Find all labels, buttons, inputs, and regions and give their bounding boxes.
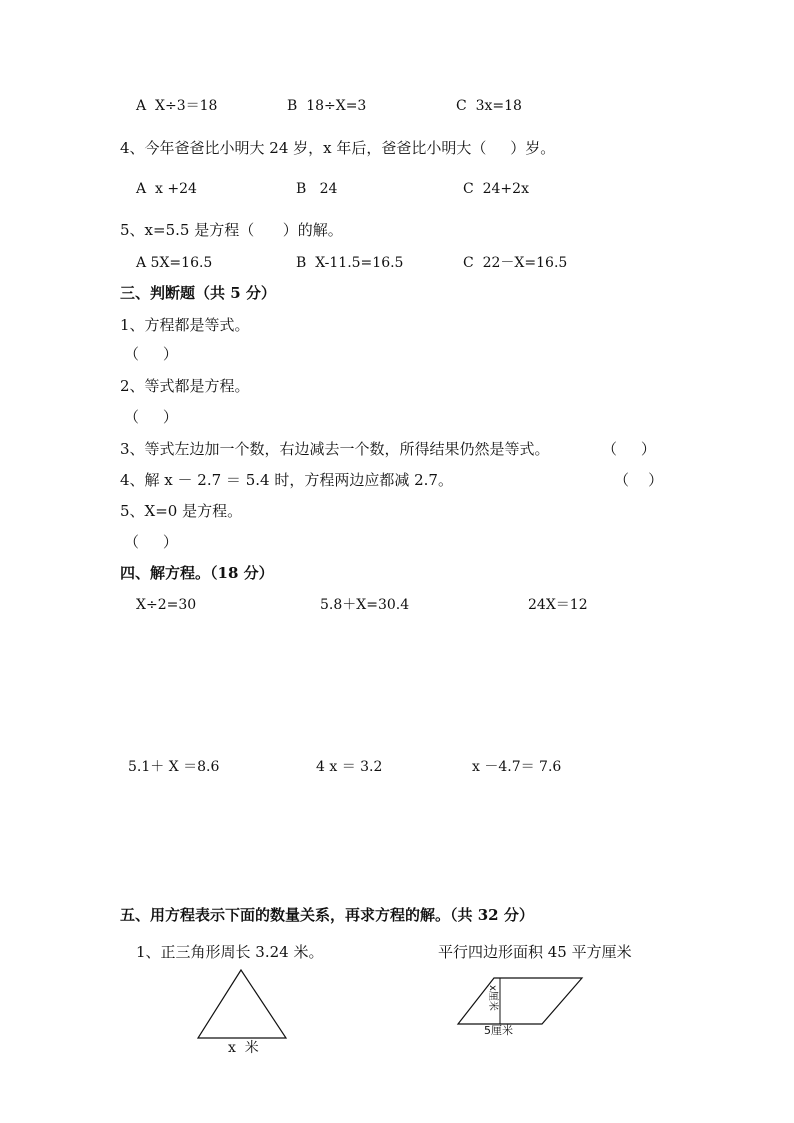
equation-4: 5.1＋ X ＝8.6 (128, 759, 220, 775)
section3-title: 三、判断题（共 5 分） (120, 284, 276, 302)
q4-option-a: A x +24 (136, 181, 197, 197)
q5-option-a: A 5X=16.5 (136, 255, 213, 271)
equation-1: X÷2=30 (136, 597, 197, 613)
q3-option-b: B 18÷X=3 (287, 98, 367, 114)
parallelogram-height-label: x厘米 (487, 985, 498, 1011)
section3-item-4-paren: （ ） (614, 471, 664, 489)
q4-option-b: B 24 (296, 181, 338, 197)
equation-3: 24X＝12 (528, 597, 588, 613)
section3-item-1: 1、方程都是等式。 (120, 316, 250, 334)
q5-stem: 5、x=5.5 是方程（ ）的解。 (120, 221, 343, 239)
section3-item-2-paren: （ ） (124, 408, 178, 426)
section5-title: 五、用方程表示下面的数量关系，再求方程的解。（共 32 分） (120, 906, 534, 924)
section3-item-3-paren: （ ） (602, 440, 656, 458)
section5-q1-text: 1、正三角形周长 3.24 米。 (136, 943, 324, 961)
q3-option-c: C 3x=18 (456, 98, 522, 114)
section5-q2-text: 平行四边形面积 45 平方厘米 (438, 943, 632, 961)
equation-6: x －4.7＝ 7.6 (472, 759, 562, 775)
section4-title: 四、解方程。（18 分） (120, 564, 274, 582)
section3-item-3: 3、等式左边加一个数，右边减去一个数，所得结果仍然是等式。 (120, 440, 550, 458)
section3-item-5-paren: （ ） (124, 533, 178, 551)
q3-option-a: A X÷3＝18 (136, 98, 218, 114)
q5-option-c: C 22－X=16.5 (463, 255, 568, 271)
section3-item-4: 4、解 x － 2.7 ＝ 5.4 时，方程两边应都减 2.7。 (120, 471, 453, 489)
q4-stem: 4、今年爸爸比小明大 24 岁，x 年后，爸爸比小明大（ ）岁。 (120, 139, 556, 157)
section3-item-5: 5、X=0 是方程。 (120, 502, 243, 520)
parallelogram-figure (452, 974, 588, 1028)
section3-item-1-paren: （ ） (124, 345, 178, 363)
q5-option-b: B X-11.5=16.5 (296, 255, 404, 271)
triangle-side-label: x 米 (228, 1040, 259, 1056)
q4-option-c: C 24+2x (463, 181, 529, 197)
parallelogram-base-label: 5厘米 (484, 1024, 513, 1037)
section3-item-2: 2、等式都是方程。 (120, 377, 250, 395)
equilateral-triangle-figure (192, 968, 292, 1043)
equation-5: 4 x ＝ 3.2 (316, 759, 383, 775)
equation-2: 5.8＋X=30.4 (320, 597, 410, 613)
